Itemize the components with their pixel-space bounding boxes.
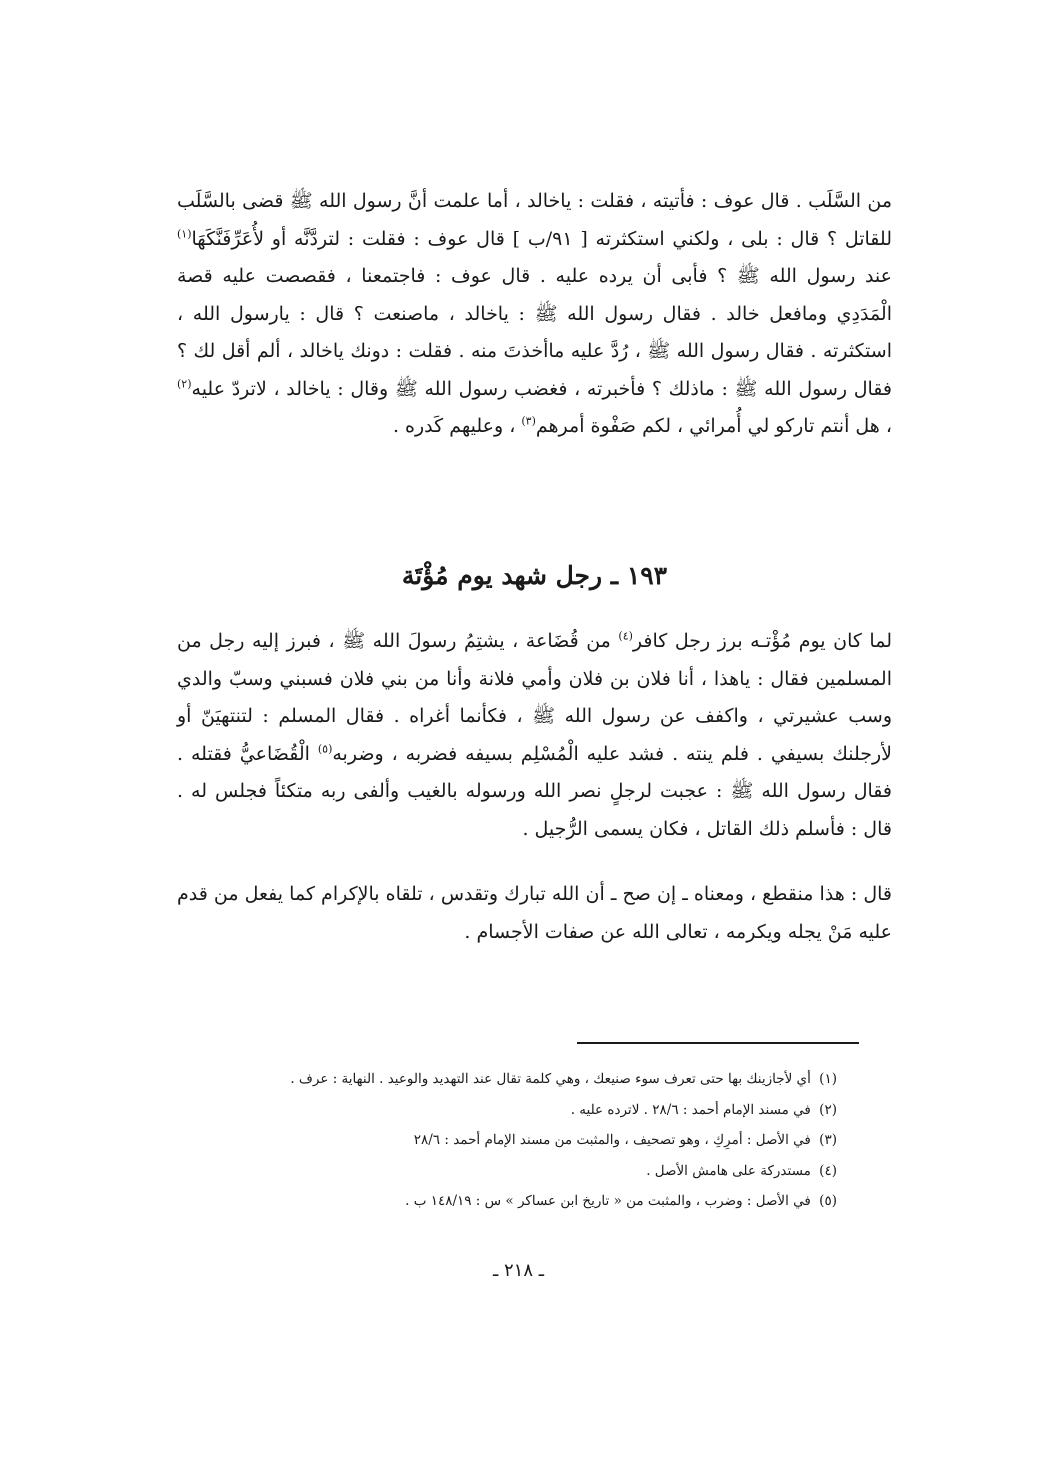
footnote-number: (٥)	[819, 1193, 837, 1209]
footnote-text: في الأصل : أمرِكِ ، وهو تصحيف ، والمثبت من مسند الإمام أحمد : ٢٨/٦	[413, 1132, 811, 1148]
footnote-text: في الأصل : وضرب ، والمثبت من « تاريخ ابن عساكر » س : ١٤٨/١٩ ب .	[405, 1193, 811, 1209]
paragraph-text: ، وعليهم كَدره .	[392, 415, 522, 437]
paragraph-text: ، هل أنتم تاركو لي أُمرائي ، لكم صَفْوة أمرهم	[535, 415, 892, 437]
footnote-text: مستدركة على هامش الأصل .	[646, 1162, 811, 1179]
footnotes-list	[217, 1068, 837, 1221]
footnote-item	[217, 1099, 837, 1121]
footnote-ref-5: (٥)	[317, 742, 333, 756]
paragraph-story	[177, 623, 892, 848]
footnote-number: (١)	[819, 1071, 837, 1087]
footnote-divider	[577, 1042, 859, 1044]
footnote-item	[217, 1068, 837, 1090]
footnote-number: (٤)	[819, 1162, 837, 1179]
footnote-ref-1: (١)	[177, 227, 192, 241]
paragraph-text: لما كان يوم مُؤْتـه برز رجل كافر	[632, 630, 892, 652]
footnote-text: أي لأجازينك بها حتى تعرف سوء صنيعك ، وهي كلمة تقال عند التهديد والوعيد . النهاية : عرف .	[290, 1071, 811, 1087]
footnote-number: (٣)	[819, 1132, 837, 1148]
footnote-item	[217, 1129, 837, 1151]
paragraph-text: من السَّلَب . قال عوف : فأتيته ، فقلت : ياخالد ، أما علمت أنَّ رسول الله ﷺ قضى بالسَّلَب للقاتل ؟ قال : بلى ، ولكني استكثرته [ ٩١/ب ] قال عوف : فقلت : لتردَّنَّه أو لأُعَرِّفَنَّكَهَا	[177, 190, 892, 250]
page-number: ـ ٢١٨ ـ	[492, 1260, 544, 1281]
footnote-item	[217, 1190, 837, 1212]
footnote-ref-3: (٣)	[521, 414, 536, 428]
section-heading: ١٩٣ ـ رجل شهد يوم مُؤْتَة	[401, 561, 668, 590]
paragraph-commentary: قال : هذا منقطع ، ومعناه ـ إن صح ـ أن الله تبارك وتقدس ، تلقاه بالإكرام كما يفعل من قدم عليه مَنْ يجله ويكرمه ، تعالى الله عن صفات الأجسام .	[177, 883, 892, 943]
footnote-ref-4: (٤)	[618, 629, 633, 643]
paragraph-text: من قُضَاعة ، يشتِمُ رسولَ الله ﷺ ، فبرز إليه رجل من المسلمين فقال : ياهذا ، أنا فلان بن فلان وأمي فلانة وأنا من بني فلان فسبني وسبّ والدي وسب عشيرتي ، واكفف عن رسول الله ﷺ ، فكأنما أغراه . فقال المسلم : لتنتهيَنّ أو لأرجلنك بسيفي . فلم ينته . فشد عليه الْمُسْلِم بسيفه فضربه ، وضربه	[177, 630, 892, 765]
paragraph-text: عند رسول الله ﷺ ؟ فأبى أن يرده عليه . قال عوف : فاجتمعنا ، فقصصت عليه قصة الْمَدَدِي ومافعل خالد . فقال رسول الله ﷺ : ياخالد ، ماصنعت ؟ قال : يارسول الله ، استكثرته . فقال رسول الله ﷺ ، رُدَّ عليه ماأخذتَ منه . فقلت : دونك ياخالد ، ألم أقل لك ؟ فقال رسول الله ﷺ : ماذلك ؟ فأخبرته ، فغضب رسول الله ﷺ وقال : ياخالد ، لاتردّ عليه	[177, 265, 892, 400]
footnote-ref-2: (٢)	[177, 377, 192, 391]
footnote-item	[217, 1160, 837, 1182]
paragraph-text: الْقُضَاعيُّ فقتله . فقال رسول الله ﷺ : عجبت لرجلٍ نصر الله ورسوله بالغيب وألفى ربه متكئاً فجلس له . قال : فأسلم ذلك القاتل ، فكان يسمى الرُّجيل .	[177, 742, 892, 840]
footnote-text: في مسند الإمام أحمد : ٢٨/٦ . لاترده عليه .	[570, 1101, 811, 1118]
paragraph-top	[177, 183, 892, 446]
footnote-number: (٢)	[819, 1101, 837, 1118]
